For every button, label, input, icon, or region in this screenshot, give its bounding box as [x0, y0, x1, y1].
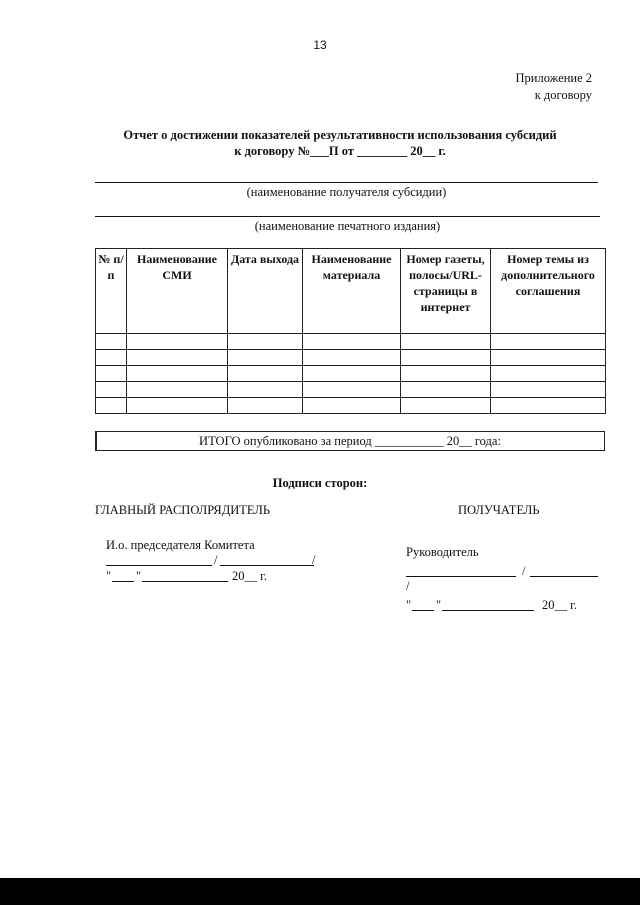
appendix-label — [516, 70, 592, 104]
left-year: 20__ г. — [232, 569, 267, 583]
total-row — [95, 431, 605, 451]
col-header-date: Дата выхода — [228, 249, 303, 334]
col-header-media: Наименование СМИ — [127, 249, 228, 334]
scan-bottom-edge — [0, 878, 640, 905]
right-party-position: Руководитель — [406, 545, 479, 559]
title-line1: Отчет о достижении показателей результативности использования субсидий — [123, 128, 557, 142]
report-table — [95, 248, 606, 414]
title-line2: к договору №___П от ________ 20__ г. — [234, 144, 446, 158]
left-date-line: " " 20__ г. — [106, 569, 267, 583]
recipient-line — [95, 182, 598, 183]
table-header-row — [96, 249, 606, 334]
col-header-issue: Номер газеты, полосы/URL-страницы в интернет — [401, 249, 491, 334]
table-row — [96, 334, 606, 350]
publication-line — [95, 216, 600, 217]
table-row — [96, 382, 606, 398]
right-year: 20__ г. — [542, 598, 577, 612]
document-title — [60, 127, 620, 159]
table-row — [96, 398, 606, 414]
left-party-heading: ГЛАВНЫЙ РАСПОЛРЯДИТЕЛЬ — [95, 503, 271, 517]
right-date-line: " " 20__ г. — [406, 598, 577, 612]
appendix-line1: Приложение 2 — [515, 71, 592, 85]
signatures-heading: Подписи сторон: — [272, 476, 368, 490]
left-signature-line: / / — [106, 553, 316, 567]
col-header-topic: Номер темы из дополнительного соглашения — [491, 249, 606, 334]
publication-caption: (наименование печатного издания) — [254, 219, 441, 233]
table-row — [96, 366, 606, 382]
total-text: ИТОГО опубликовано за период ___________ 20__ года: — [199, 434, 501, 448]
col-header-number: № п/п — [96, 249, 127, 334]
col-header-material: Наименование материала — [303, 249, 401, 334]
recipient-caption: (наименование получателя субсидии) — [246, 185, 447, 199]
right-party-heading: ПОЛУЧАТЕЛЬ — [458, 503, 540, 517]
left-party-position: И.о. председателя Комитета — [106, 538, 255, 552]
right-signature-line: / / — [406, 564, 606, 594]
appendix-line2: к договору — [534, 88, 592, 102]
table-row — [96, 350, 606, 366]
page-number: 13 — [313, 38, 327, 52]
